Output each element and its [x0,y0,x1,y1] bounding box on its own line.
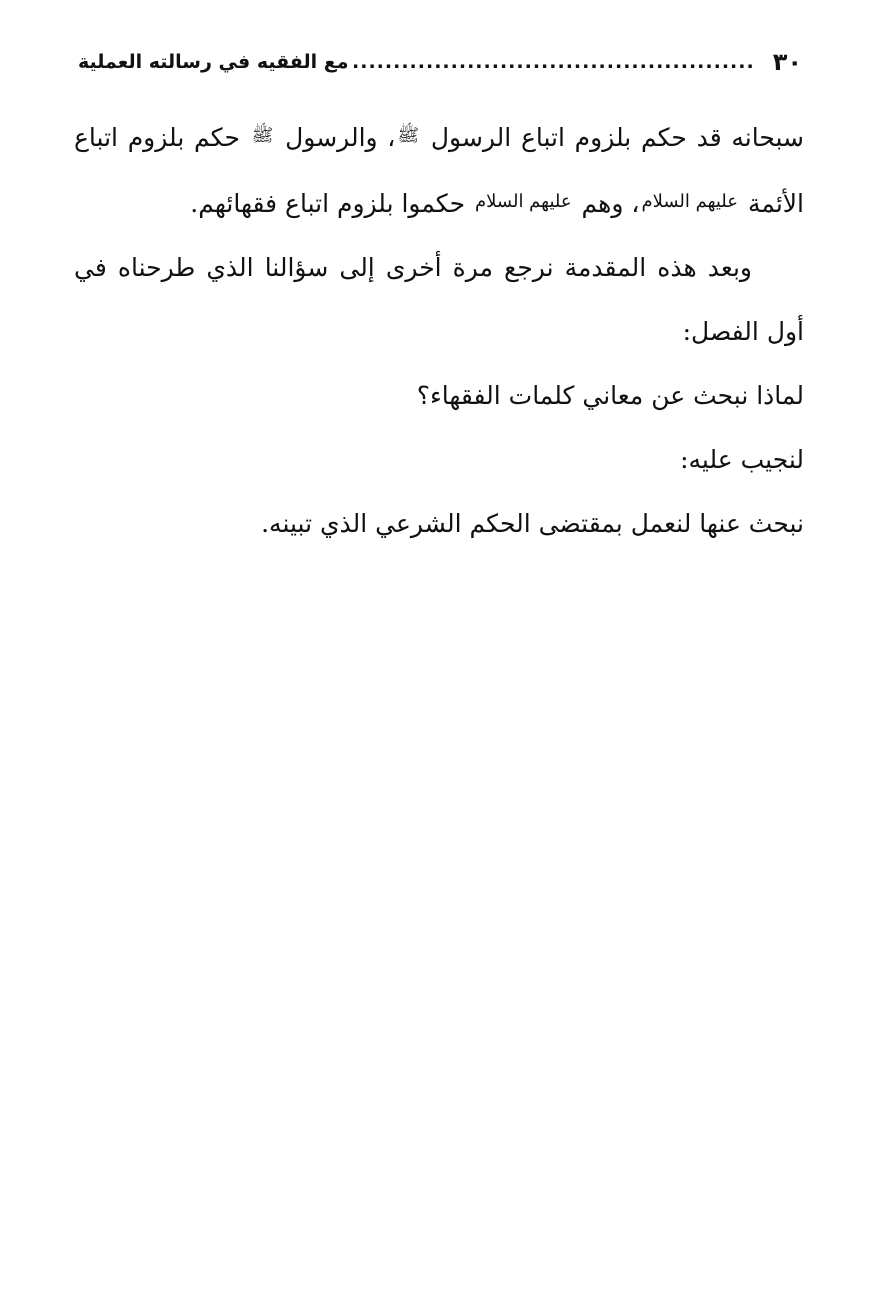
honorific-symbol-2: ﷺ [251,125,274,146]
honorific-symbol-1: ﷺ [397,125,420,146]
honorific-symbol-3: عليهم السلام [641,191,739,212]
question-line: لماذا نبحث عن معاني كلمات الفقهاء؟ [416,381,804,410]
paragraph-1-segment-1: سبحانه قد حكم بلزوم اتباع الرسول [430,123,804,152]
paragraph-1 [74,104,804,236]
paragraph-2: وبعد هذه المقدمة نرجع مرة أخرى إلى سؤالنا الذي طرحناه في أول الفصل: [74,253,804,346]
page-number: ٣٠ [772,48,802,76]
answer-line: نبحث عنها لنعمل بمقتضى الحكم الشرعي الذي تبينه. [261,509,804,538]
honorific-symbol-4: عليهم السلام [475,191,572,212]
running-title: مع الفقيه في رسالته العملية [78,50,349,73]
leader-dots [354,53,754,72]
running-header [78,44,802,80]
paragraph-1-segment-3: حكم بلزوم اتباع الأئمة [74,123,804,218]
page-body [74,104,804,556]
paragraph-1-segment-2: ، والرسول [285,123,396,152]
paragraph-1-segment-5: حكموا بلزوم اتباع فقهائهم. [190,189,466,218]
answer-intro: لنجيب عليه: [680,445,804,474]
paragraph-1-segment-4: ، وهم [581,189,640,218]
